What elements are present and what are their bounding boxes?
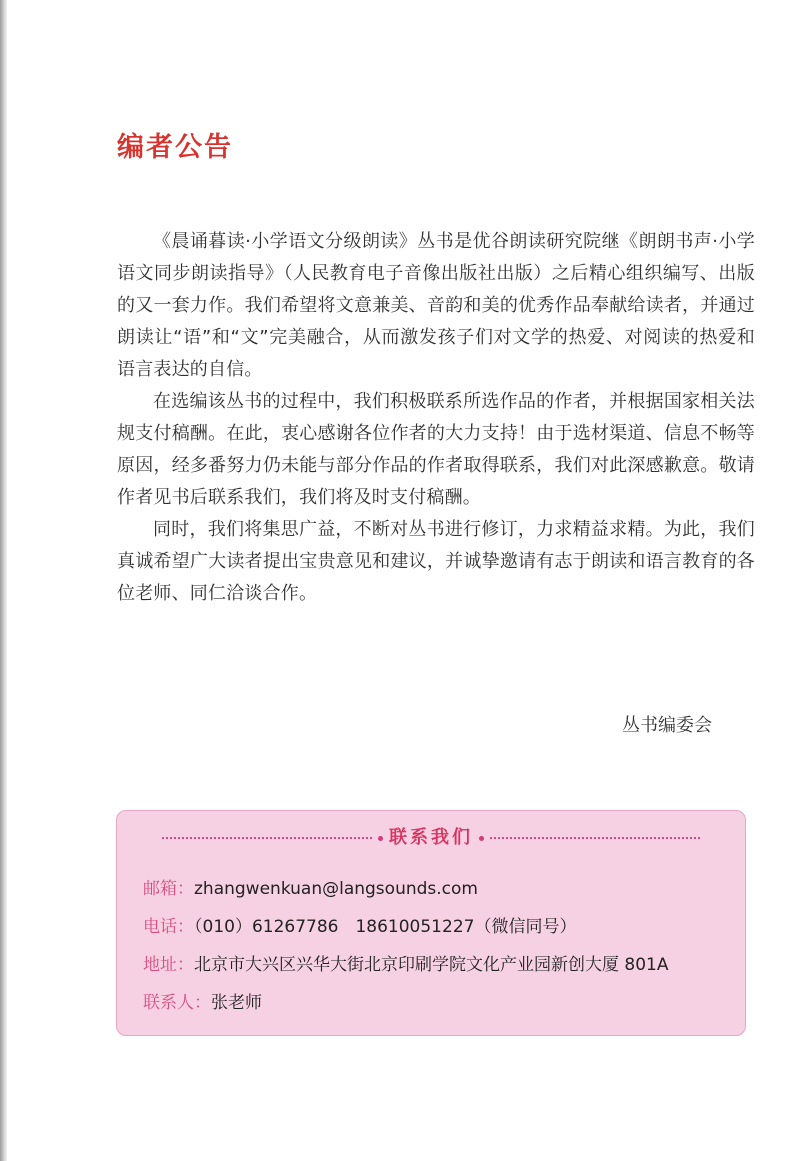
signature: 丛书编委会 (622, 715, 712, 736)
bullet-dot-left (378, 836, 383, 841)
person-label: 联系人： (143, 993, 211, 1013)
paragraph-1: 《晨诵暮读·小学语文分级朗读》丛书是优谷朗读研究院继《朗朗书声·小学语文同步朗读指导》（人民教育电子音像出版社出版）之后精心组织编写、出版的又一套力作。我们希望将文意兼美、音韵和美的优秀作品奉献给读者，并通过朗读让“语”和“文”完美融合，从而激发孩子们对文学的热爱、对阅读的热爱和语言表达的自信。 (117, 231, 755, 380)
contact-row-person (143, 991, 262, 1015)
contact-row-email (143, 877, 478, 901)
address-value: 北京市大兴区兴华大街北京印刷学院文化产业园新创大厦 801A (194, 955, 669, 975)
paragraph-2: 在选编该丛书的过程中，我们积极联系所选作品的作者，并根据国家相关法规支付稿酬。在此，衷心感谢各位作者的大力支持！由于选材渠道、信息不畅等原因，经多番努力仍未能与部分作品的作者取得联系，我们对此深感歉意。敬请作者见书后联系我们，我们将及时支付稿酬。 (117, 391, 755, 508)
phone-value: （010）61267786 18610051227（微信同号） (194, 917, 577, 937)
person-value: 张老师 (211, 993, 262, 1013)
contact-box (116, 810, 746, 1036)
email-value: zhangwenkuan@langsounds.com (194, 879, 478, 899)
bullet-dot-right (479, 836, 484, 841)
dotted-line-left (162, 837, 372, 839)
contact-row-phone (143, 915, 576, 939)
email-label: 邮箱： (143, 879, 194, 899)
address-label: 地址： (143, 955, 194, 975)
book-spine-edge (0, 0, 7, 1161)
contact-row-address (143, 953, 668, 977)
announcement-body (117, 226, 755, 610)
paragraph-3: 同时，我们将集思广益，不断对丛书进行修订，力求精益求精。为此，我们真诚希望广大读者提出宝贵意见和建议，并诚挚邀请有志于朗读和语言教育的各位老师、同仁洽谈合作。 (117, 519, 755, 604)
page-title: 编者公告 (117, 132, 233, 163)
phone-label: 电话： (143, 917, 194, 937)
contact-title: 联系我们 (389, 827, 473, 848)
dotted-line-right (490, 837, 700, 839)
contact-header (117, 825, 745, 851)
